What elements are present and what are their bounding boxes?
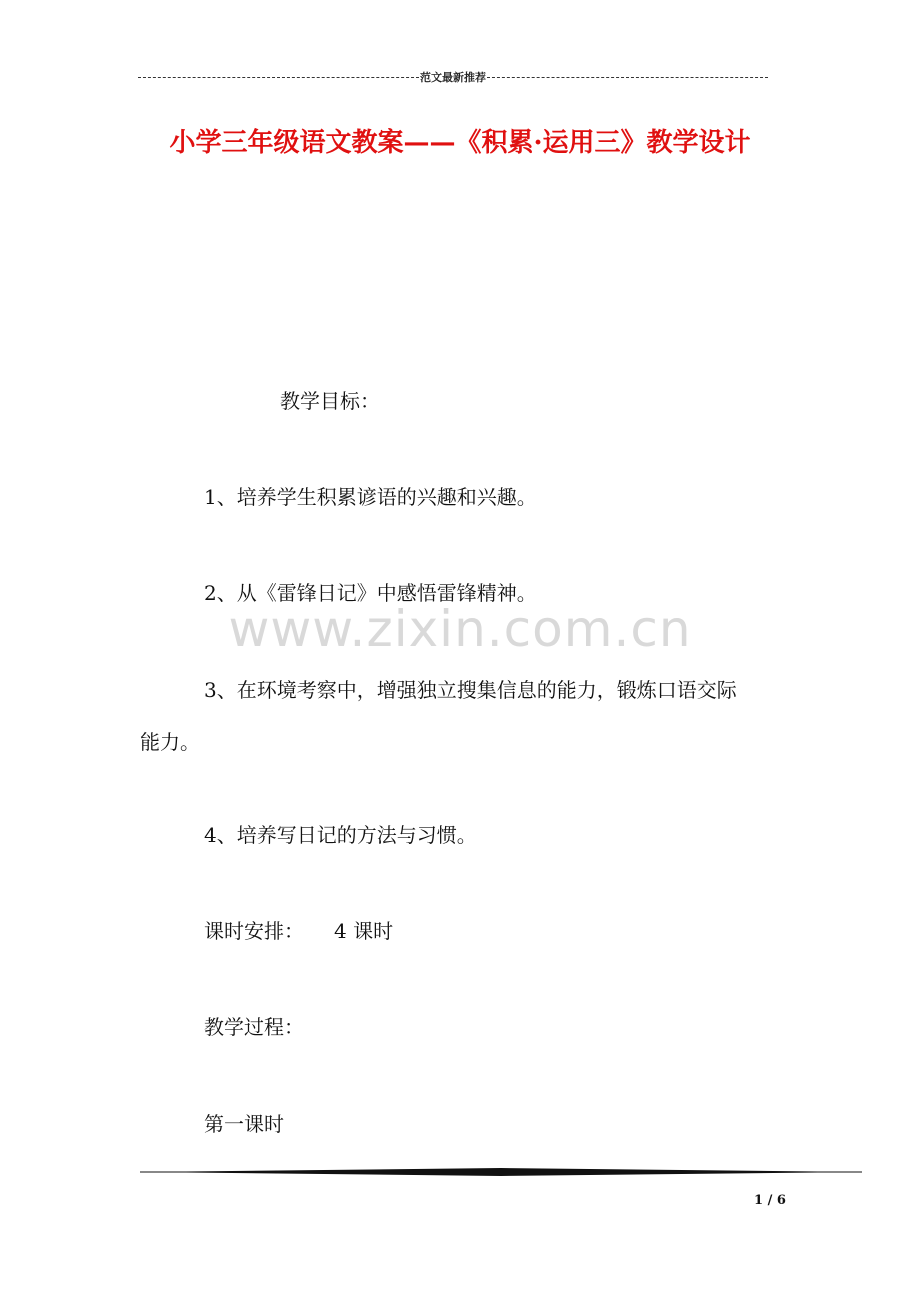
page-number: 1 / 6 [754, 1193, 786, 1208]
watermark: www.zixin.com.cn [228, 600, 692, 658]
schedule-value: 4 课时 [334, 919, 394, 943]
document-title: 小学三年级语文教案——《积累·运用三》教学设计 [169, 128, 751, 158]
objective-item-3-line-1: 3、在环境考察中，增强独立搜集信息的能力，锻炼口语交际 [204, 678, 737, 702]
objective-item-4: 4、培养写日记的方法与习惯。 [204, 823, 477, 847]
header-dash-left [138, 77, 419, 78]
objective-item-3-line-2: 能力。 [140, 730, 200, 754]
schedule-label: 课时安排： [204, 919, 304, 943]
header-label: 范文最新推荐 [420, 71, 486, 84]
process-heading: 教学过程： [204, 1015, 304, 1039]
objectives-heading: 教学目标： [280, 389, 380, 413]
page-header [138, 68, 768, 86]
objective-item-2: 2、从《雷锋日记》中感悟雷锋精神。 [204, 581, 537, 605]
objective-item-1: 1、培养学生积累谚语的兴趣和兴趣。 [204, 485, 537, 509]
footer-rule [140, 1167, 862, 1177]
lesson-1-heading: 第一课时 [204, 1112, 284, 1136]
header-dash-right [487, 77, 768, 78]
